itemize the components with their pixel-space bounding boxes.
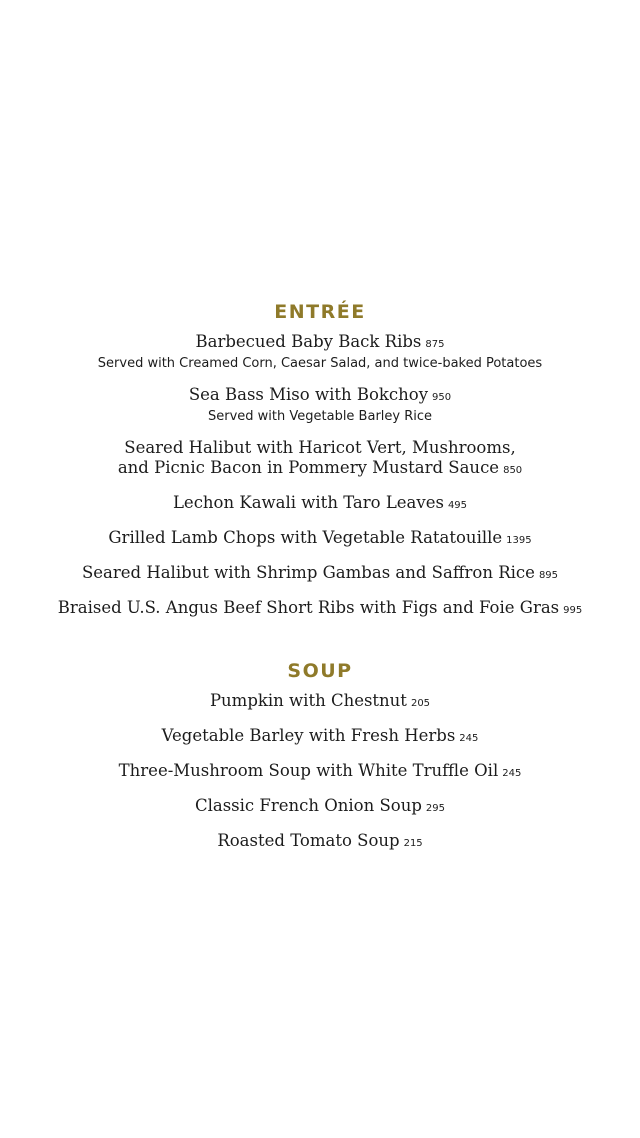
item-name: Three-Mushroom Soup with White Truffle Oil [118,761,499,780]
item-name-line [0,385,640,408]
soup-section [0,655,640,854]
item-name: Barbecued Baby Back Ribs [195,332,422,351]
item-name-line [0,458,640,481]
item-name: Sea Bass Miso with Bokchoy [188,385,429,404]
menu-item [0,831,640,854]
entree-title: ENTRÉE [274,301,366,323]
item-name-line [0,493,640,516]
item-price: 875 [425,339,445,350]
item-price: 205 [410,698,431,709]
item-price: 950 [432,392,452,403]
item-name-line [0,796,640,819]
menu-item [0,598,640,621]
item-price: 295 [425,803,446,814]
item-price: 850 [503,465,523,476]
item-price: 245 [459,733,479,744]
menu-item [0,385,640,426]
menu-item [0,691,640,714]
item-name-line [0,332,640,355]
item-price: 995 [563,605,583,616]
item-description: Served with Creamed Corn, Caesar Salad, and twice-baked Potatoes [97,356,543,371]
item-price: 1395 [506,535,532,546]
item-name-line [0,761,640,784]
item-name: Classic French Onion Soup [194,796,422,815]
item-price: 495 [447,500,468,511]
item-name: Vegetable Barley with Fresh Herbs [161,726,456,745]
item-name: Roasted Tomato Soup [217,831,400,850]
item-price: 895 [538,570,559,581]
item-name: and Picnic Bacon in Pommery Mustard Sauce [117,458,500,477]
item-name: Braised U.S. Angus Beef Short Ribs with Figs and Foie Gras [57,598,560,617]
item-name-line [0,831,640,854]
item-price: 215 [403,838,423,849]
item-name-line [0,598,640,621]
menu-item [0,332,640,373]
item-name-line [0,726,640,749]
item-name-line [0,528,640,551]
item-name: Seared Halibut with Shrimp Gambas and Saffron Rice [81,563,535,582]
item-name: Lechon Kawali with Taro Leaves [172,493,444,512]
menu-item [0,563,640,586]
menu-item [0,726,640,749]
item-name: Pumpkin with Chestnut [209,691,407,710]
menu-item [0,528,640,551]
item-name-line [0,563,640,586]
item-name-line [0,691,640,714]
item-name-line: Seared Halibut with Haricot Vert, Mushrooms, [124,438,516,457]
menu-item [0,761,640,784]
menu-item [0,493,640,516]
menu-item [0,438,640,481]
item-description: Served with Vegetable Barley Rice [207,409,433,424]
entree-section [0,296,640,621]
menu-item [0,796,640,819]
item-name: Grilled Lamb Chops with Vegetable Ratatouille [108,528,503,547]
soup-title: SOUP [287,660,353,682]
menu [0,296,640,854]
item-price: 245 [502,768,522,779]
